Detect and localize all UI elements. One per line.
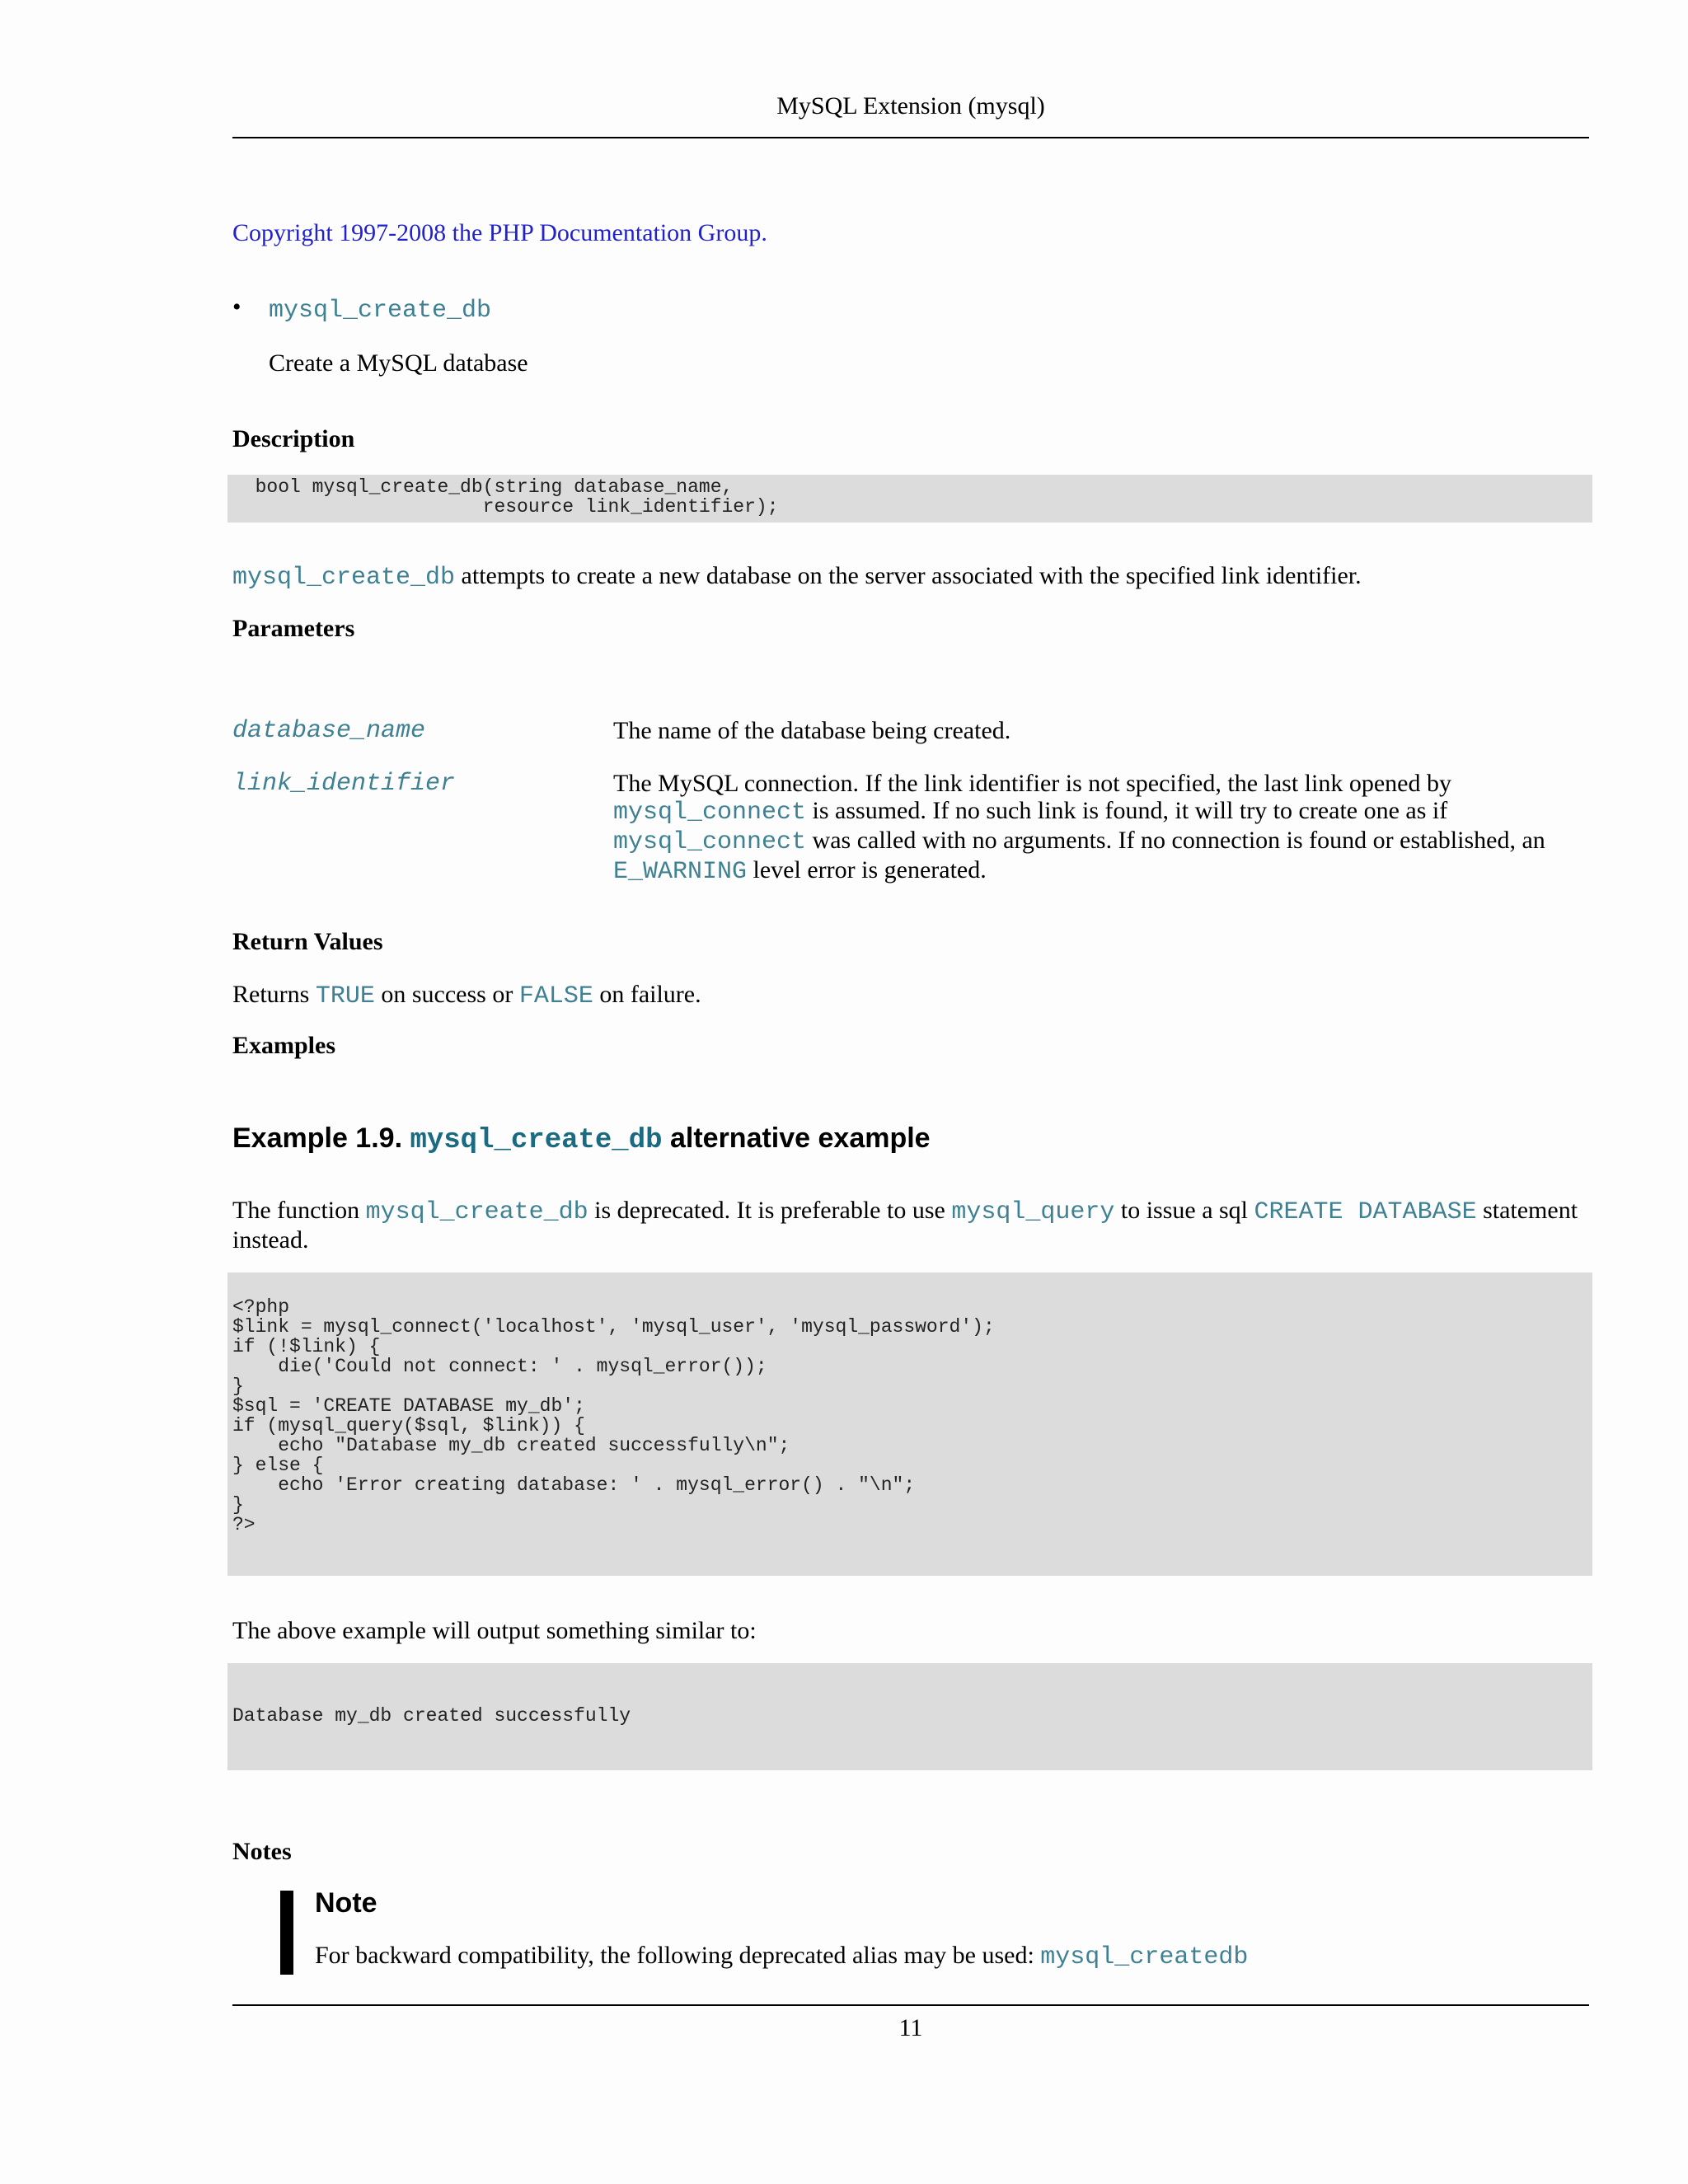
e-warning-link[interactable]: E_WARNING xyxy=(613,858,748,886)
example-code: <?php $link = mysql_connect('localhost', 'mysql_user', 'mysql_password'); if (!$link) { die('Could not connect: ' . mysql_error()); } $sql = 'CREATE DATABASE my_db'; if (mysql_query($sql, $link)) { echo "Database my_db created successfully\n"; } else { echo 'Error creating database: ' . mysql_error() . "\n"; } ?> xyxy=(232,1296,995,1535)
param-desc-part: level error is generated. xyxy=(747,856,987,883)
return-text-part: on failure. xyxy=(593,981,701,1008)
synopsis-code: bool mysql_create_db(string database_name, resource link_identifier); xyxy=(255,476,779,518)
param-database-name: database_name xyxy=(232,717,426,745)
intro-part: statement instead. xyxy=(232,1197,1578,1254)
function-purpose: Create a MySQL database xyxy=(269,349,528,377)
example-title-prefix: Example 1.9. xyxy=(232,1122,410,1154)
param-desc-part: is assumed. If no such link is found, it will try to create one as if xyxy=(806,797,1448,824)
mysql-connect-link[interactable]: mysql_connect xyxy=(613,799,807,827)
note-title: Note xyxy=(315,1887,377,1919)
output-intro: The above example will output something similar to: xyxy=(232,1617,757,1644)
footer-rule xyxy=(232,2004,1589,2006)
param-desc-part: was called with no arguments. If no connection is found or established, an xyxy=(806,827,1545,854)
mysql-create-db-link[interactable]: mysql_create_db xyxy=(365,1198,588,1226)
true-constant: TRUE xyxy=(315,982,375,1010)
create-database-literal: CREATE DATABASE xyxy=(1254,1198,1477,1226)
note-bar xyxy=(280,1891,293,1975)
example-intro xyxy=(232,1197,1589,1254)
note-body: For backward compatibility, the following deprecated alias may be used: xyxy=(315,1942,1041,1969)
page-number: 11 xyxy=(898,2014,923,2041)
parameters-heading: Parameters xyxy=(232,615,355,642)
intro-part: The function xyxy=(232,1197,366,1224)
param-database-name-desc: The name of the database being created. xyxy=(613,717,1011,744)
return-values-text xyxy=(232,981,701,1010)
bullet-icon: • xyxy=(232,293,241,321)
description-body: attempts to create a new database on the server associated with the specified link identifier. xyxy=(455,562,1362,589)
return-values-heading: Return Values xyxy=(232,928,383,955)
note-text xyxy=(315,1942,1248,1971)
return-text-part: Returns xyxy=(232,981,316,1008)
description-text xyxy=(232,562,1362,592)
notes-heading: Notes xyxy=(232,1838,292,1865)
output-code: Database my_db created successfully xyxy=(232,1705,631,1727)
mysql-query-link[interactable]: mysql_query xyxy=(951,1198,1115,1226)
intro-part: to issue a sql xyxy=(1114,1197,1254,1224)
function-name-link[interactable]: mysql_create_db xyxy=(269,297,492,325)
param-desc-part: The MySQL connection. If the link identifier is not specified, the last link opened by xyxy=(613,770,1451,797)
description-fn-link[interactable]: mysql_create_db xyxy=(232,564,456,592)
example-code-box xyxy=(227,1272,1592,1576)
intro-part: is deprecated. It is preferable to use xyxy=(588,1197,952,1224)
copyright-link[interactable]: Copyright 1997-2008 the PHP Documentation Group. xyxy=(232,219,767,246)
description-heading: Description xyxy=(232,425,355,452)
param-link-identifier: link_identifier xyxy=(232,770,456,798)
example-title xyxy=(232,1122,931,1156)
page-header-title: MySQL Extension (mysql) xyxy=(776,92,1045,120)
header-rule xyxy=(232,137,1589,138)
false-constant: FALSE xyxy=(518,982,593,1010)
synopsis-box xyxy=(227,475,1592,523)
mysql-createdb-link[interactable]: mysql_createdb xyxy=(1040,1943,1249,1971)
example-title-suffix: alternative example xyxy=(662,1122,931,1154)
output-box xyxy=(227,1663,1592,1770)
param-link-identifier-desc xyxy=(613,770,1589,886)
mysql-connect-link[interactable]: mysql_connect xyxy=(613,828,807,856)
example-title-fn: mysql_create_db xyxy=(410,1125,663,1156)
return-text-part: on success or xyxy=(374,981,519,1008)
examples-heading: Examples xyxy=(232,1032,336,1059)
